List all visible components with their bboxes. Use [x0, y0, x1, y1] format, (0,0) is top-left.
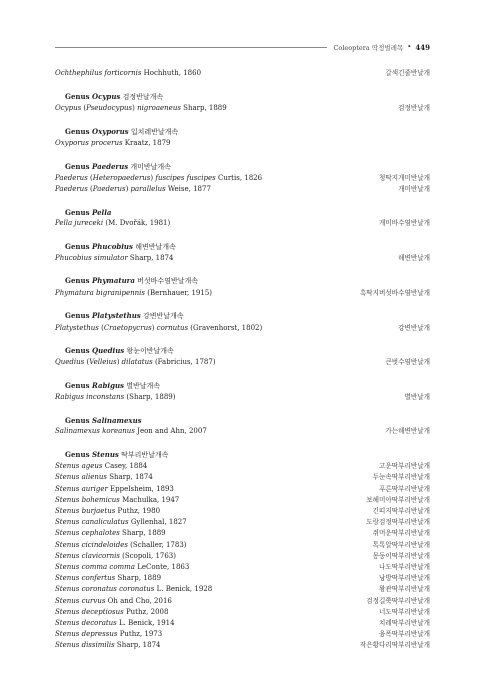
authority-text: Puthz, 1973 — [117, 630, 163, 639]
species-scientific-name — [55, 173, 262, 184]
italic-taxon: Phucobius simulator — [55, 253, 128, 262]
genus-heading — [55, 241, 430, 253]
running-title: Coleoptera 딱정벌레목 — [333, 43, 404, 52]
italic-taxon: cornutus — [156, 323, 189, 332]
species-scientific-name — [55, 253, 173, 264]
species-entry — [55, 288, 430, 299]
species-korean-name: 보헤미아딱부리반날개 — [366, 495, 430, 504]
authority-text: Puthz, 2008 — [123, 607, 169, 616]
italic-taxon: Stenus dissimilis — [55, 641, 115, 650]
species-entry — [55, 562, 430, 573]
authority-text: Sharp, 1874 — [114, 641, 161, 650]
italic-taxon: Paederus — [92, 184, 126, 193]
species-scientific-name — [55, 323, 262, 334]
page-header — [55, 40, 430, 54]
genus-section — [55, 241, 430, 264]
page-number: 449 — [415, 42, 430, 52]
species-korean-name: 고운딱부리반날개 — [379, 462, 430, 471]
genus-name: Pella — [92, 207, 112, 217]
header-rule — [55, 47, 327, 48]
genus-korean-name: 검정반날개속 — [120, 92, 164, 101]
genus-name: Salinamexus — [92, 416, 142, 426]
italic-taxon: Platystethus — [55, 323, 99, 332]
italic-taxon: Stenus cephalotes — [55, 529, 120, 538]
genus-heading — [55, 275, 430, 287]
species-scientific-name — [55, 184, 211, 195]
genus-name: Ocypus — [92, 91, 121, 101]
authority-text: Kraatz, 1879 — [122, 138, 171, 147]
authority-text: Oh and Cho, 2016 — [105, 596, 172, 605]
species-scientific-name — [55, 426, 207, 437]
species-entry — [55, 184, 430, 195]
authority-text: Hochhuth, 1860 — [141, 69, 202, 77]
species-entry — [55, 551, 430, 562]
species-entry — [55, 528, 430, 539]
italic-taxon: Stenus clavicornis — [55, 551, 120, 560]
species-scientific-name — [55, 551, 176, 562]
genus-section — [55, 161, 430, 196]
species-scientific-name — [55, 629, 162, 640]
genus-label: Genus — [65, 161, 92, 171]
species-scientific-name — [55, 517, 187, 528]
authority-text: (Scopoli, 1763) — [119, 551, 176, 560]
genus-name: Stenus — [92, 449, 119, 459]
species-scientific-name — [55, 138, 170, 149]
species-entry — [55, 484, 430, 495]
genus-name: Oxyporus — [92, 126, 129, 136]
authority-text: Sharp, 1889 — [180, 103, 227, 112]
genus-section — [55, 345, 430, 368]
italic-taxon: Rabigus inconstans — [55, 393, 125, 402]
authority-text: Gyllenhal, 1827 — [128, 518, 187, 527]
species-korean-name: 두눈속딱부리반날개 — [372, 473, 430, 482]
italic-taxon: Stenus deceptiosus — [55, 607, 124, 616]
italic-taxon: Stenus burjaetus — [55, 506, 116, 515]
italic-taxon: Stenus auriger — [55, 484, 108, 493]
authority-text: ( — [98, 323, 104, 332]
authority-text: (Gravenhorst, 1802) — [188, 323, 263, 332]
species-entry — [55, 584, 430, 595]
genus-heading — [55, 126, 430, 138]
genus-section — [55, 91, 430, 114]
italic-taxon: Stenus comma comma — [55, 563, 135, 571]
species-korean-name: 큰벗수염반날개 — [385, 358, 430, 367]
genus-section — [55, 310, 430, 333]
species-korean-name: 쥐머운딱부리반날개 — [372, 529, 430, 538]
authority-text: LeConte, 1863 — [134, 563, 190, 571]
species-entry — [55, 138, 430, 149]
species-scientific-name — [55, 357, 216, 368]
species-korean-name: 몽둥이딱부리반날개 — [372, 551, 430, 560]
species-entry — [55, 596, 430, 607]
species-entry — [55, 357, 430, 368]
species-entry — [55, 517, 430, 528]
species-entry — [55, 629, 430, 640]
species-scientific-name — [55, 288, 212, 299]
genus-heading — [55, 415, 430, 426]
genus-heading — [55, 161, 430, 173]
authority-text: Sharp, 1889 — [119, 529, 166, 538]
species-scientific-name — [55, 573, 161, 584]
genus-heading — [55, 91, 430, 103]
authority-text: ) — [125, 184, 131, 193]
species-entry — [55, 173, 430, 184]
authority-text: Puthz, 1980 — [115, 506, 161, 515]
species-korean-name: 갈색긴줄반날개 — [385, 69, 430, 77]
italic-taxon: Heteropaederus — [92, 173, 151, 182]
authority-text: (Sharp, 1889) — [124, 393, 176, 402]
species-korean-name: 낭방딱부리반날개 — [379, 574, 430, 583]
authority-text: (Bernhauer, 1915) — [145, 288, 213, 297]
italic-taxon: Stenus decoratus — [55, 619, 117, 628]
genus-heading — [55, 310, 430, 322]
genus-name: Quedius — [92, 346, 125, 356]
genus-section — [55, 68, 430, 79]
genus-heading — [55, 207, 430, 218]
species-korean-name: 나도딱부리반날개 — [379, 563, 430, 571]
authority-text: Machulka, 1947 — [119, 495, 180, 504]
genus-label: Genus — [65, 346, 92, 356]
genus-korean-name: 해변반날개속 — [132, 242, 176, 251]
species-entry — [55, 103, 430, 114]
authority-text: Weise, 1877 — [165, 184, 211, 193]
species-korean-name: 별반날개 — [404, 393, 430, 402]
species-entry — [55, 540, 430, 551]
species-scientific-name — [55, 618, 175, 629]
genus-label: Genus — [65, 126, 92, 136]
species-scientific-name — [55, 472, 153, 483]
species-entry — [55, 618, 430, 629]
species-scientific-name — [55, 528, 166, 539]
italic-taxon: Craetopycrus — [103, 323, 152, 332]
italic-taxon: Paederus — [55, 184, 88, 193]
species-korean-name: 검정길쭉딱부리반날개 — [366, 596, 430, 605]
genus-heading — [55, 380, 430, 392]
species-scientific-name — [55, 584, 212, 595]
checklist — [55, 68, 430, 652]
italic-taxon: Oxyporus procerus — [55, 138, 123, 147]
authority-text: ( — [84, 358, 90, 367]
species-korean-name: 긴띠지딱부리반날개 — [372, 506, 430, 515]
species-scientific-name — [55, 640, 160, 651]
genus-korean-name: 개미반날개속 — [128, 162, 171, 171]
authority-text: Sharp, 1874 — [107, 473, 153, 482]
species-scientific-name — [55, 562, 189, 573]
genus-label: Genus — [65, 311, 92, 321]
species-scientific-name — [55, 495, 179, 506]
species-entry — [55, 426, 430, 437]
italic-taxon: Stenus cicindeloides — [55, 540, 128, 549]
authority-text: ) — [151, 323, 157, 332]
species-korean-name: 푸른딱부리반날개 — [379, 484, 430, 493]
species-scientific-name — [55, 506, 160, 517]
italic-taxon: Stenus depressus — [55, 630, 118, 639]
header-separator: • — [407, 43, 412, 51]
species-scientific-name — [55, 392, 175, 403]
authority-text: Curtis, 1826 — [215, 173, 263, 182]
genus-name: Phucobius — [92, 241, 133, 251]
species-entry — [55, 253, 430, 264]
italic-taxon: fuscipes fuscipes — [155, 173, 216, 182]
species-entry — [55, 392, 430, 403]
genus-label: Genus — [65, 241, 92, 251]
italic-taxon: Stenus bohemicus — [55, 495, 120, 504]
species-entry — [55, 640, 430, 651]
authority-text: Sharp, 1889 — [115, 574, 162, 583]
species-entry — [55, 461, 430, 472]
species-scientific-name — [55, 461, 147, 472]
genus-korean-name: 왕눈이반날개속 — [124, 347, 174, 356]
genus-name: Rabigus — [92, 381, 124, 391]
species-entry — [55, 323, 430, 334]
species-entry — [55, 573, 430, 584]
italic-taxon: Ocypus — [55, 103, 82, 112]
species-korean-name: 개미반날개 — [398, 184, 430, 193]
authority-text: Casey, 1884 — [102, 462, 148, 471]
italic-taxon: Ochthephilus forticornis — [55, 69, 142, 77]
genus-korean-name: 강변반날개속 — [140, 312, 184, 321]
species-scientific-name — [55, 103, 227, 114]
italic-taxon: Velleius — [89, 358, 117, 367]
authority-text: ( — [87, 173, 93, 182]
authority-text: ( — [87, 184, 93, 193]
genus-label: Genus — [65, 207, 92, 217]
italic-taxon: Pseudocypus — [86, 103, 133, 112]
species-scientific-name — [55, 484, 174, 495]
italic-taxon: Pella jureceki — [55, 218, 104, 227]
species-korean-name: 왕관딱부리반날개 — [379, 585, 430, 594]
species-korean-name: 융폭딱부리반날개 — [379, 630, 430, 639]
genus-label: Genus — [65, 381, 92, 391]
italic-taxon: Stenus confertus — [55, 574, 116, 583]
species-korean-name: 강변반날개 — [398, 323, 430, 332]
species-scientific-name — [55, 68, 201, 79]
genus-label: Genus — [65, 276, 92, 286]
genus-section — [55, 380, 430, 403]
italic-taxon: Paederus — [55, 173, 88, 182]
genus-label: Genus — [65, 91, 92, 101]
genus-section — [55, 449, 430, 652]
genus-korean-name: 버섯바수염반날개속 — [134, 277, 199, 286]
species-korean-name: 작은황다리딱부리반날개 — [359, 641, 430, 650]
authority-text: (Fabricius, 1787) — [152, 358, 216, 367]
genus-heading — [55, 449, 430, 461]
species-korean-name: 해변반날개 — [398, 253, 430, 262]
authority-text: L. Benick, 1928 — [154, 585, 213, 594]
italic-taxon: Stenus ageus — [55, 462, 103, 471]
authority-text: Sharp, 1874 — [127, 253, 174, 262]
species-entry — [55, 68, 430, 79]
genus-korean-name: 별반날개속 — [124, 382, 161, 391]
genus-section — [55, 275, 430, 298]
species-korean-name: 검정반날개 — [398, 103, 430, 112]
genus-name: Platystethus — [92, 311, 141, 321]
species-scientific-name — [55, 607, 168, 618]
genus-name: Phymatura — [92, 276, 135, 286]
species-korean-name: 치레딱부리반날개 — [379, 619, 430, 628]
species-scientific-name — [55, 596, 172, 607]
italic-taxon: parallelus — [130, 184, 166, 193]
species-entry — [55, 495, 430, 506]
authority-text: Jeon and Ahn, 2007 — [134, 427, 207, 436]
italic-taxon: Stenus curvus — [55, 596, 106, 605]
italic-taxon: dilatatus — [121, 358, 153, 367]
authority-text: (M. Dvořák, 1981) — [103, 218, 171, 227]
genus-label: Genus — [65, 449, 92, 459]
species-korean-name: 너도딱부리반날개 — [379, 607, 430, 616]
species-entry — [55, 218, 430, 229]
authority-text: ( — [81, 103, 87, 112]
authority-text: ) — [132, 103, 138, 112]
authority-text: (Schaller, 1783) — [127, 540, 187, 549]
species-entry — [55, 472, 430, 483]
genus-heading — [55, 345, 430, 357]
species-entry — [55, 607, 430, 618]
species-korean-name: 톡톡알딱부리반날개 — [372, 540, 430, 549]
italic-taxon: Stenus alienus — [55, 473, 107, 482]
species-entry — [55, 506, 430, 517]
genus-section — [55, 126, 430, 149]
species-korean-name: 도랑검정딱부리반날개 — [366, 518, 430, 527]
italic-taxon: Stenus coronatus coronatus — [55, 585, 155, 594]
species-scientific-name — [55, 540, 187, 551]
genus-korean-name: 딱부리반날개속 — [118, 450, 169, 459]
authority-text: ) — [116, 358, 122, 367]
species-korean-name: 흑딱지버섯바수염반날개 — [359, 288, 430, 297]
authority-text: L. Benick, 1914 — [116, 619, 175, 628]
italic-taxon: Salinamexus koreanus — [55, 427, 135, 436]
species-korean-name: 개미바수염반날개 — [379, 218, 430, 227]
italic-taxon: nigroaeneus — [137, 103, 181, 112]
italic-taxon: Phymatura bigranipennis — [55, 288, 145, 297]
genus-section — [55, 207, 430, 229]
genus-label: Genus — [65, 416, 92, 426]
italic-taxon: Quedius — [55, 358, 85, 367]
species-korean-name: 청딱지개미반날개 — [379, 173, 430, 182]
genus-korean-name: 입치레반날개속 — [128, 127, 179, 136]
italic-taxon: Stenus canaliculatus — [55, 518, 129, 527]
species-korean-name: 가는해변반날개 — [385, 427, 430, 436]
authority-text: Eppelsheim, 1893 — [107, 484, 174, 493]
authority-text: ) — [150, 173, 156, 182]
genus-name: Paederus — [92, 161, 129, 171]
genus-section — [55, 415, 430, 437]
species-scientific-name — [55, 218, 170, 229]
